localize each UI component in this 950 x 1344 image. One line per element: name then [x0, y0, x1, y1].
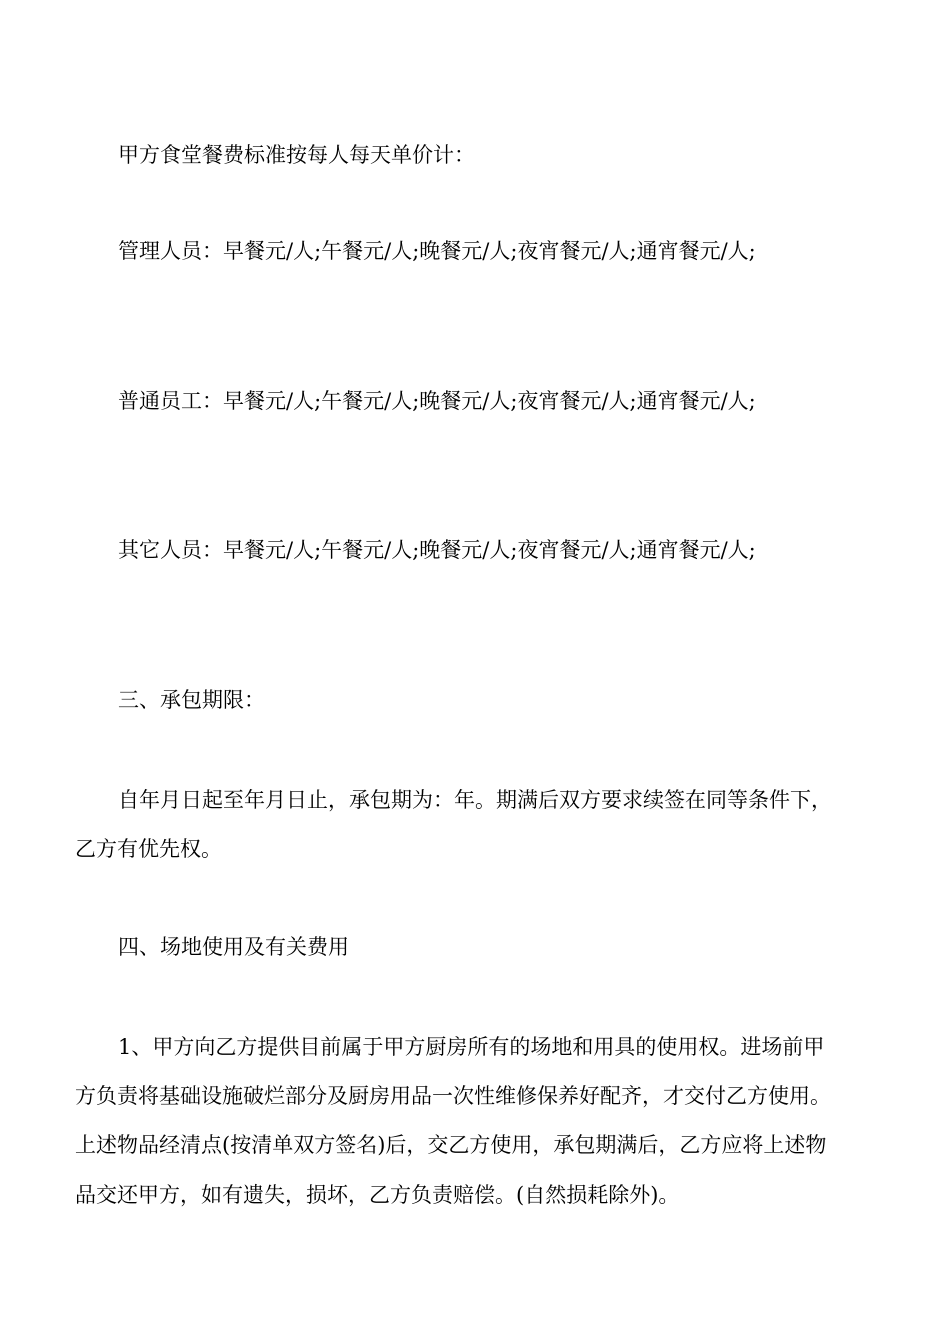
section-4-heading: 四、场地使用及有关费用: [118, 935, 349, 959]
rate-line-staff: 普通员工：早餐元/人;午餐元/人;晚餐元/人;夜宵餐元/人;通宵餐元/人;: [118, 389, 756, 413]
intro-paragraph: 甲方食堂餐费标准按每人每天单价计：: [118, 143, 475, 167]
section-3-heading: 三、承包期限：: [118, 688, 265, 712]
section-3-line-1: 自年月日起至年月日止，承包期为：年。期满后双方要求续签在同等条件下，: [118, 788, 832, 812]
rate-line-others: 其它人员：早餐元/人;午餐元/人;晚餐元/人;夜宵餐元/人;通宵餐元/人;: [118, 538, 756, 562]
rate-line-management: 管理人员：早餐元/人;午餐元/人;晚餐元/人;夜宵餐元/人;通宵餐元/人;: [118, 239, 756, 263]
section-3-line-2: 乙方有优先权。: [75, 837, 222, 861]
section-4-line-3: 上述物品经清点(按清单双方签名)后，交乙方使用，承包期满后，乙方应将上述物: [75, 1133, 827, 1157]
section-4-line-2: 方负责将基础设施破烂部分及厨房用品一次性维修保养好配齐，才交付乙方使用。: [75, 1084, 831, 1108]
section-4-line-4: 品交还甲方，如有遗失，损坏，乙方负责赔偿。(自然损耗除外)。: [75, 1183, 680, 1207]
section-4-line-1: 1、甲方向乙方提供目前属于甲方厨房所有的场地和用具的使用权。进场前甲: [118, 1035, 825, 1059]
